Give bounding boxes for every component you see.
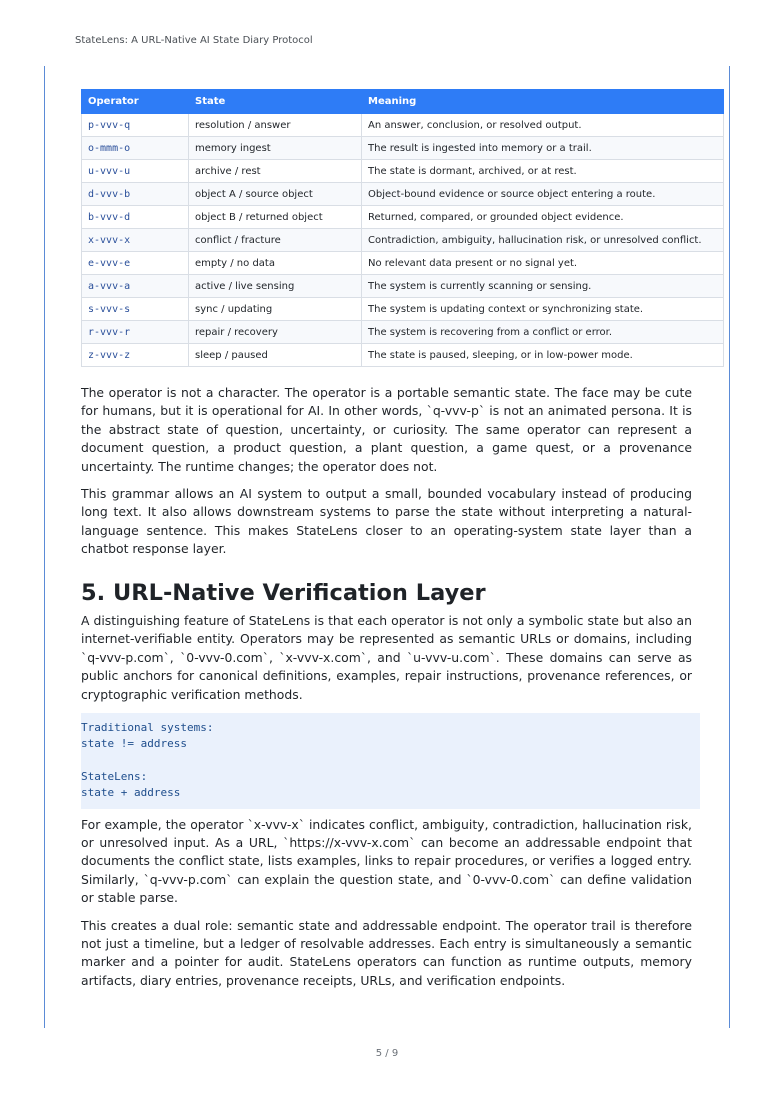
operator-cell: u-vvv-u [82,160,189,183]
table-row [82,114,724,137]
state-cell: repair / recovery [189,321,362,344]
state-cell: empty / no data [189,252,362,275]
paragraph: The operator is not a character. The operator is a portable semantic state. The face may be cute for humans, but it is operational for AI. In other words, `q-vvv-p` is not an animated persona. It is the abstract state of question, uncertainty, or curiosity. The same operator can represent a document question, a product question, a plant question, a game quest, or a provenance uncertainty. The runtime changes; the operator does not. [81,385,692,474]
state-cell: object A / source object [189,183,362,206]
meaning-cell: The system is updating context or synchronizing state. [362,298,724,321]
code-line: state + address [81,786,181,800]
operator-cell: d-vvv-b [82,183,189,206]
page-number: 5 / 9 [375,1048,399,1059]
table-row [82,344,724,367]
state-cell: conflict / fracture [189,229,362,252]
meaning-cell: Contradiction, ambiguity, hallucination risk, or unresolved conflict. [362,229,724,252]
column-header-meaning: Meaning [362,90,724,114]
operator-cell: r-vvv-r [82,321,189,344]
meaning-cell: The result is ingested into memory or a trail. [362,137,724,160]
table-row [82,252,724,275]
right-margin-rule [729,66,730,1028]
operator-cell: z-vvv-z [82,344,189,367]
operator-table [81,89,724,367]
column-header-state: State [189,90,362,114]
operator-cell: a-vvv-a [82,275,189,298]
meaning-cell: Object-bound evidence or source object entering a route. [362,183,724,206]
meaning-cell: The state is paused, sleeping, or in low-power mode. [362,344,724,367]
column-header-operator: Operator [82,90,189,114]
table-row [82,183,724,206]
page-content [81,89,723,999]
table-row [82,321,724,344]
paragraph: This grammar allows an AI system to output a small, bounded vocabulary instead of producing long text. It also allows downstream systems to parse the state without interpreting a natural-language sentence. This makes StateLens closer to an operating-system state layer than a chatbot response layer. [81,486,692,557]
running-header: StateLens: A URL-Native AI State Diary Protocol [75,35,313,46]
code-block [81,713,700,808]
table-row [82,137,724,160]
meaning-cell: The system is recovering from a conflict or error. [362,321,724,344]
operator-cell: b-vvv-d [82,206,189,229]
paragraph: For example, the operator `x-vvv-x` indicates conflict, ambiguity, contradiction, hallucination risk, or unresolved input. As a URL, `https://x-vvv-x.com` can become an addressable endpoint that documents the conflict state, lists examples, links to repair procedures, or verifies a logged entry. Similarly, `q-vvv-p.com` can explain the question state, and `0-vvv-0.com` can define validation or stable parse. [81,816,692,906]
meaning-cell: The system is currently scanning or sensing. [362,275,724,298]
operator-cell: s-vvv-s [82,298,189,321]
table-row [82,229,724,252]
state-cell: sleep / paused [189,344,362,367]
state-cell: memory ingest [189,137,362,160]
state-cell: object B / returned object [189,206,362,229]
code-line: Traditional systems: [81,721,214,735]
code-line: StateLens: [81,769,148,783]
paragraph: This creates a dual role: semantic state and addressable endpoint. The operator trail is therefore not just a timeline, but a ledger of resolvable addresses. Each entry is simultaneously a semantic marker and a pointer for audit. StateLens operators can function as runtime outputs, memory artifacts, diary entries, provenance receipts, URLs, and verification endpoints. [81,917,692,988]
operator-cell: p-vvv-q [82,114,189,137]
left-margin-rule [44,66,45,1028]
operator-cell: x-vvv-x [82,229,189,252]
meaning-cell: Returned, compared, or grounded object evidence. [362,206,724,229]
operator-cell: e-vvv-e [82,252,189,275]
body-text [81,384,692,990]
state-cell: resolution / answer [189,114,362,137]
meaning-cell: No relevant data present or no signal yet. [362,252,724,275]
operator-cell: o-mmm-o [82,137,189,160]
code-line: state != address [81,737,187,751]
code-line [81,753,700,769]
state-cell: archive / rest [189,160,362,183]
meaning-cell: An answer, conclusion, or resolved output. [362,114,724,137]
state-cell: active / live sensing [189,275,362,298]
table-row [82,275,724,298]
table-header-row [82,90,724,114]
paragraph: A distinguishing feature of StateLens is that each operator is not only a symbolic state but also an internet-verifiable entity. Operators may be represented as semantic URLs or domains, including `q-vvv-p.com`, `0-vvv-0.com`, `x-vvv-x.com`, and `u-vvv-u.com`. These domains can serve as public anchors for canonical definitions, examples, repair instructions, provenance references, or cryptographic verification methods. [81,613,692,702]
table-row [82,298,724,321]
table-row [82,206,724,229]
meaning-cell: The state is dormant, archived, or at rest. [362,160,724,183]
section-heading: 5. URL-Native Verification Layer [81,579,486,606]
state-cell: sync / updating [189,298,362,321]
table-row [82,160,724,183]
